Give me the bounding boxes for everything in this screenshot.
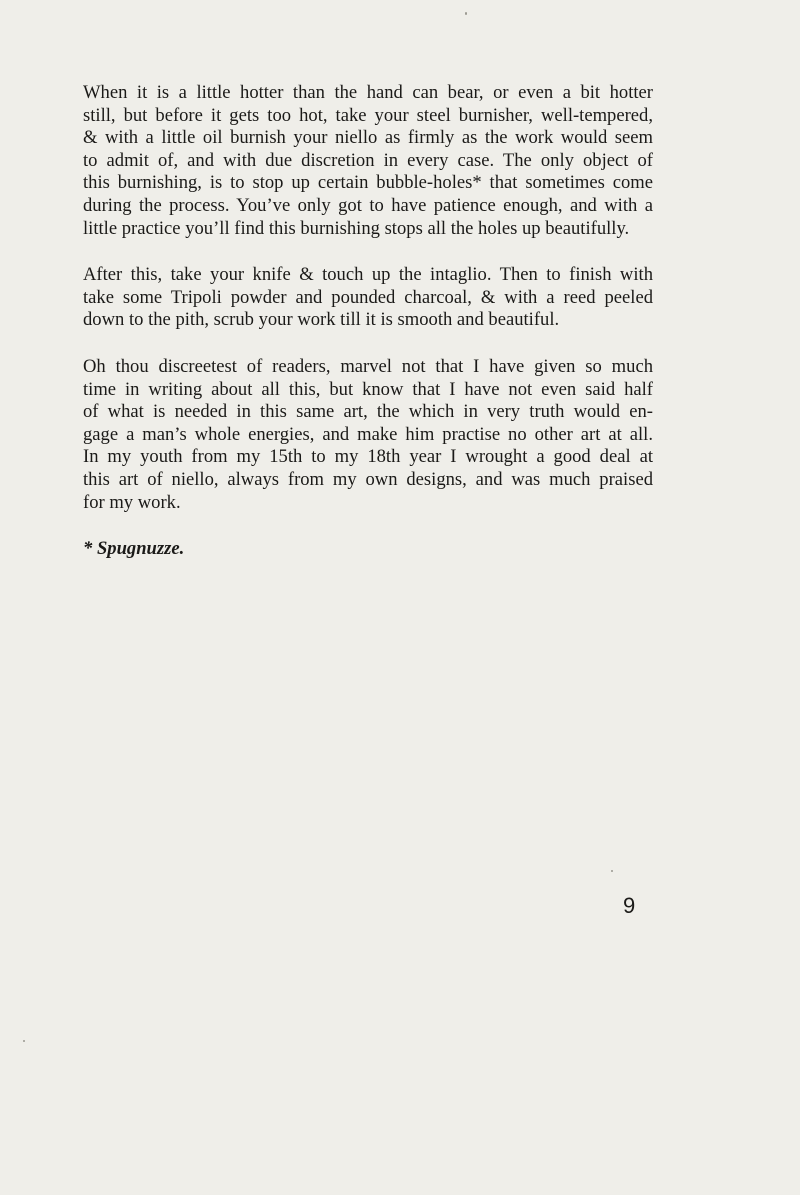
- text-line: down to the pith, scrub your work till it is smooth and beautiful.: [83, 309, 560, 331]
- text-line: this burnishing, is to stop up certain bubble-holes* that sometimes come: [83, 172, 653, 194]
- paper-speck: [23, 1040, 25, 1042]
- text-line: Oh thou discreetest of readers, marvel not that I have given so much: [83, 355, 653, 377]
- text-line: for my work.: [83, 491, 181, 513]
- paragraph-burnishing: [83, 82, 653, 240]
- paper-speck: [611, 870, 613, 872]
- text-line: of what is needed in this same art, the which in very truth would en-: [83, 401, 653, 423]
- text-line: When it is a little hotter than the hand can bear, or even a bit hotter: [83, 82, 653, 103]
- text-line: during the process. You’ve only got to have patience enough, and with a: [83, 194, 653, 216]
- text-line: After this, take your knife & touch up the intaglio. Then to finish with: [83, 264, 653, 286]
- text-line: this art of niello, always from my own designs, and was much praised: [83, 468, 653, 490]
- text-line: still, but before it gets too hot, take your steel burnisher, well-tempered,: [83, 104, 653, 126]
- text-line: gage a man’s whole energies, and make him practise no other art at all.: [83, 423, 653, 445]
- text-line: little practice you’ll find this burnishing stops all the holes up beautifully.: [83, 217, 630, 239]
- body-text: [83, 82, 653, 561]
- paper-speck: [465, 12, 467, 15]
- text-line: In my youth from my 15th to my 18th year I wrought a good deal at: [83, 446, 653, 468]
- footnote: * Spugnuzze.: [83, 538, 185, 560]
- text-line: time in writing about all this, but know that I have not even said half: [83, 378, 653, 400]
- text-line: & with a little oil burnish your niello as firmly as the work would seem: [83, 127, 653, 149]
- paragraph-finishing: [83, 264, 653, 332]
- page-number: 9: [623, 893, 636, 918]
- text-line: take some Tripoli powder and pounded charcoal, & with a reed peeled: [83, 286, 653, 308]
- text-line: to admit of, and with due discretion in every case. The only object of: [83, 149, 653, 171]
- paragraph-readers: [83, 356, 653, 514]
